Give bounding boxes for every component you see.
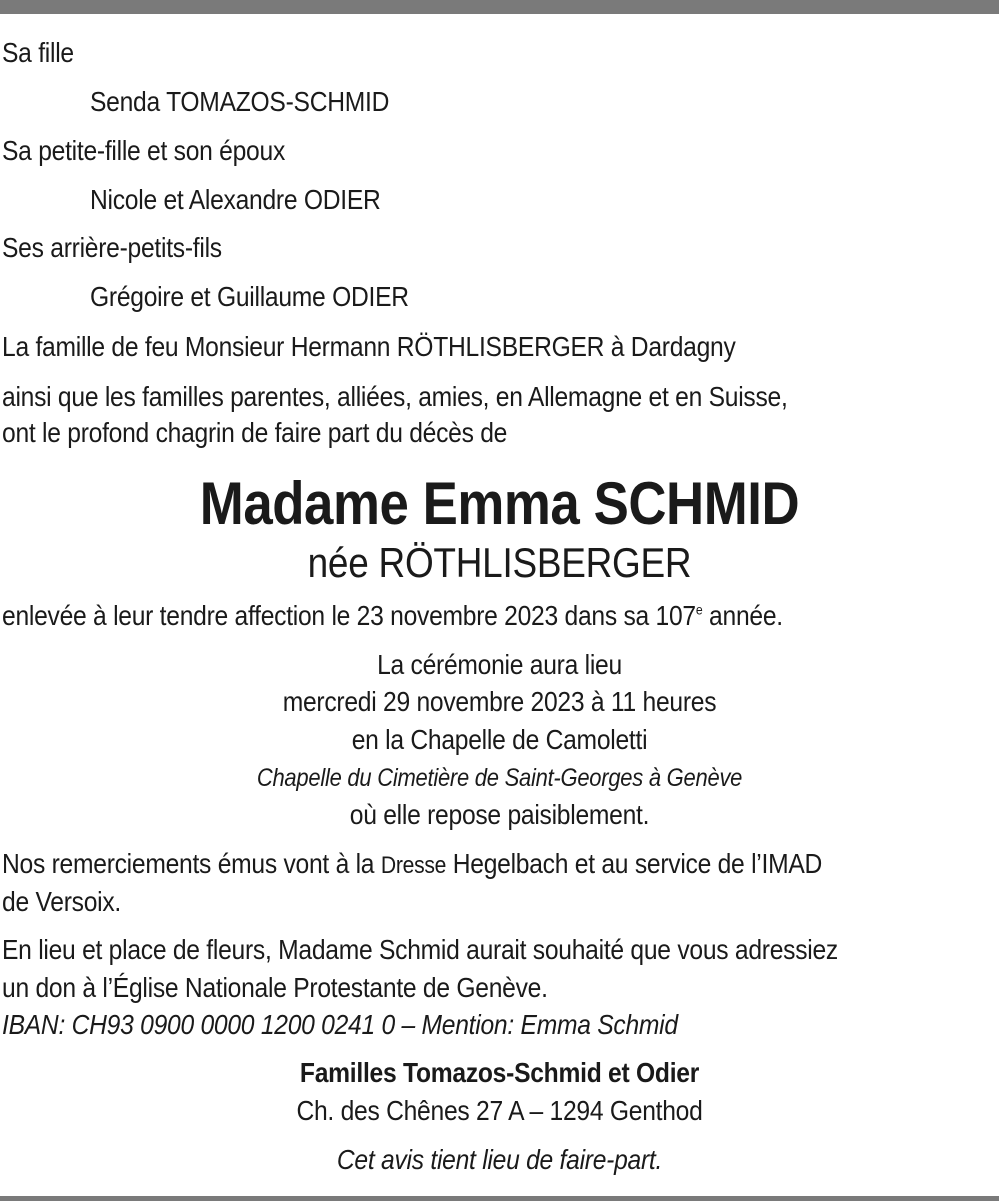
thanks-before: Nos remerciements émus vont à la xyxy=(2,848,381,879)
granddaughter-label: Sa petite-fille et son époux xyxy=(2,135,286,166)
ordinal-suffix: e xyxy=(695,601,703,618)
thanks-title: Dresse xyxy=(380,852,447,879)
iban-line: IBAN: CH93 0900 0000 1200 0241 0 – Mention: Emma Schmid xyxy=(2,1009,678,1040)
family-line: La famille de feu Monsieur Hermann RÖTHLISBERGER à Dardagny xyxy=(2,331,736,362)
maiden-name: née RÖTHLISBERGER xyxy=(307,539,692,586)
granddaughter-names: Nicole et Alexandre ODIER xyxy=(90,184,381,215)
families-line-1: ainsi que les familles parentes, alliées, amies, en Allemagne et en Suisse, xyxy=(2,381,788,412)
signature-families: Familles Tomazos-Schmid et Odier xyxy=(299,1057,700,1088)
daughter-label: Sa fille xyxy=(2,37,74,68)
ceremony-line-5: où elle repose paisiblement. xyxy=(349,799,650,830)
thanks-line-1 xyxy=(2,846,822,884)
death-line xyxy=(2,598,783,634)
ceremony-line-2: mercredi 29 novembre 2023 à 11 heures xyxy=(282,686,717,717)
donation-line-1: En lieu et place de fleurs, Madame Schmid aurait souhaité que vous adressiez xyxy=(2,934,838,965)
top-rule xyxy=(0,0,999,14)
daughter-name: Senda TOMAZOS-SCHMID xyxy=(90,86,390,117)
death-text: enlevée à leur tendre affection le 23 novembre 2023 dans sa 107 xyxy=(2,600,696,631)
great-grandsons-label: Ses arrière-petits-fils xyxy=(2,232,222,263)
deceased-name: Madame Emma SCHMID xyxy=(199,470,800,537)
families-line-2: ont le profond chagrin de faire part du décès de xyxy=(2,417,508,448)
great-grandsons-names: Grégoire et Guillaume ODIER xyxy=(90,281,409,312)
closing-line: Cet avis tient lieu de faire-part. xyxy=(336,1144,663,1175)
thanks-after: Hegelbach et au service de l’IMAD xyxy=(446,848,823,879)
ceremony-line-3: en la Chapelle de Camoletti xyxy=(351,724,648,755)
death-text-end: année. xyxy=(702,600,783,631)
signature-address: Ch. des Chênes 27 A – 1294 Genthod xyxy=(296,1095,703,1126)
bottom-rule xyxy=(0,1196,999,1201)
donation-line-2: un don à l’Église Nationale Protestante de Genève. xyxy=(2,972,548,1003)
thanks-line-2: de Versoix. xyxy=(2,886,122,917)
ceremony-location-detail: Chapelle du Cimetière de Saint-Georges à Genève xyxy=(256,764,743,792)
ceremony-line-1: La cérémonie aura lieu xyxy=(377,649,622,680)
